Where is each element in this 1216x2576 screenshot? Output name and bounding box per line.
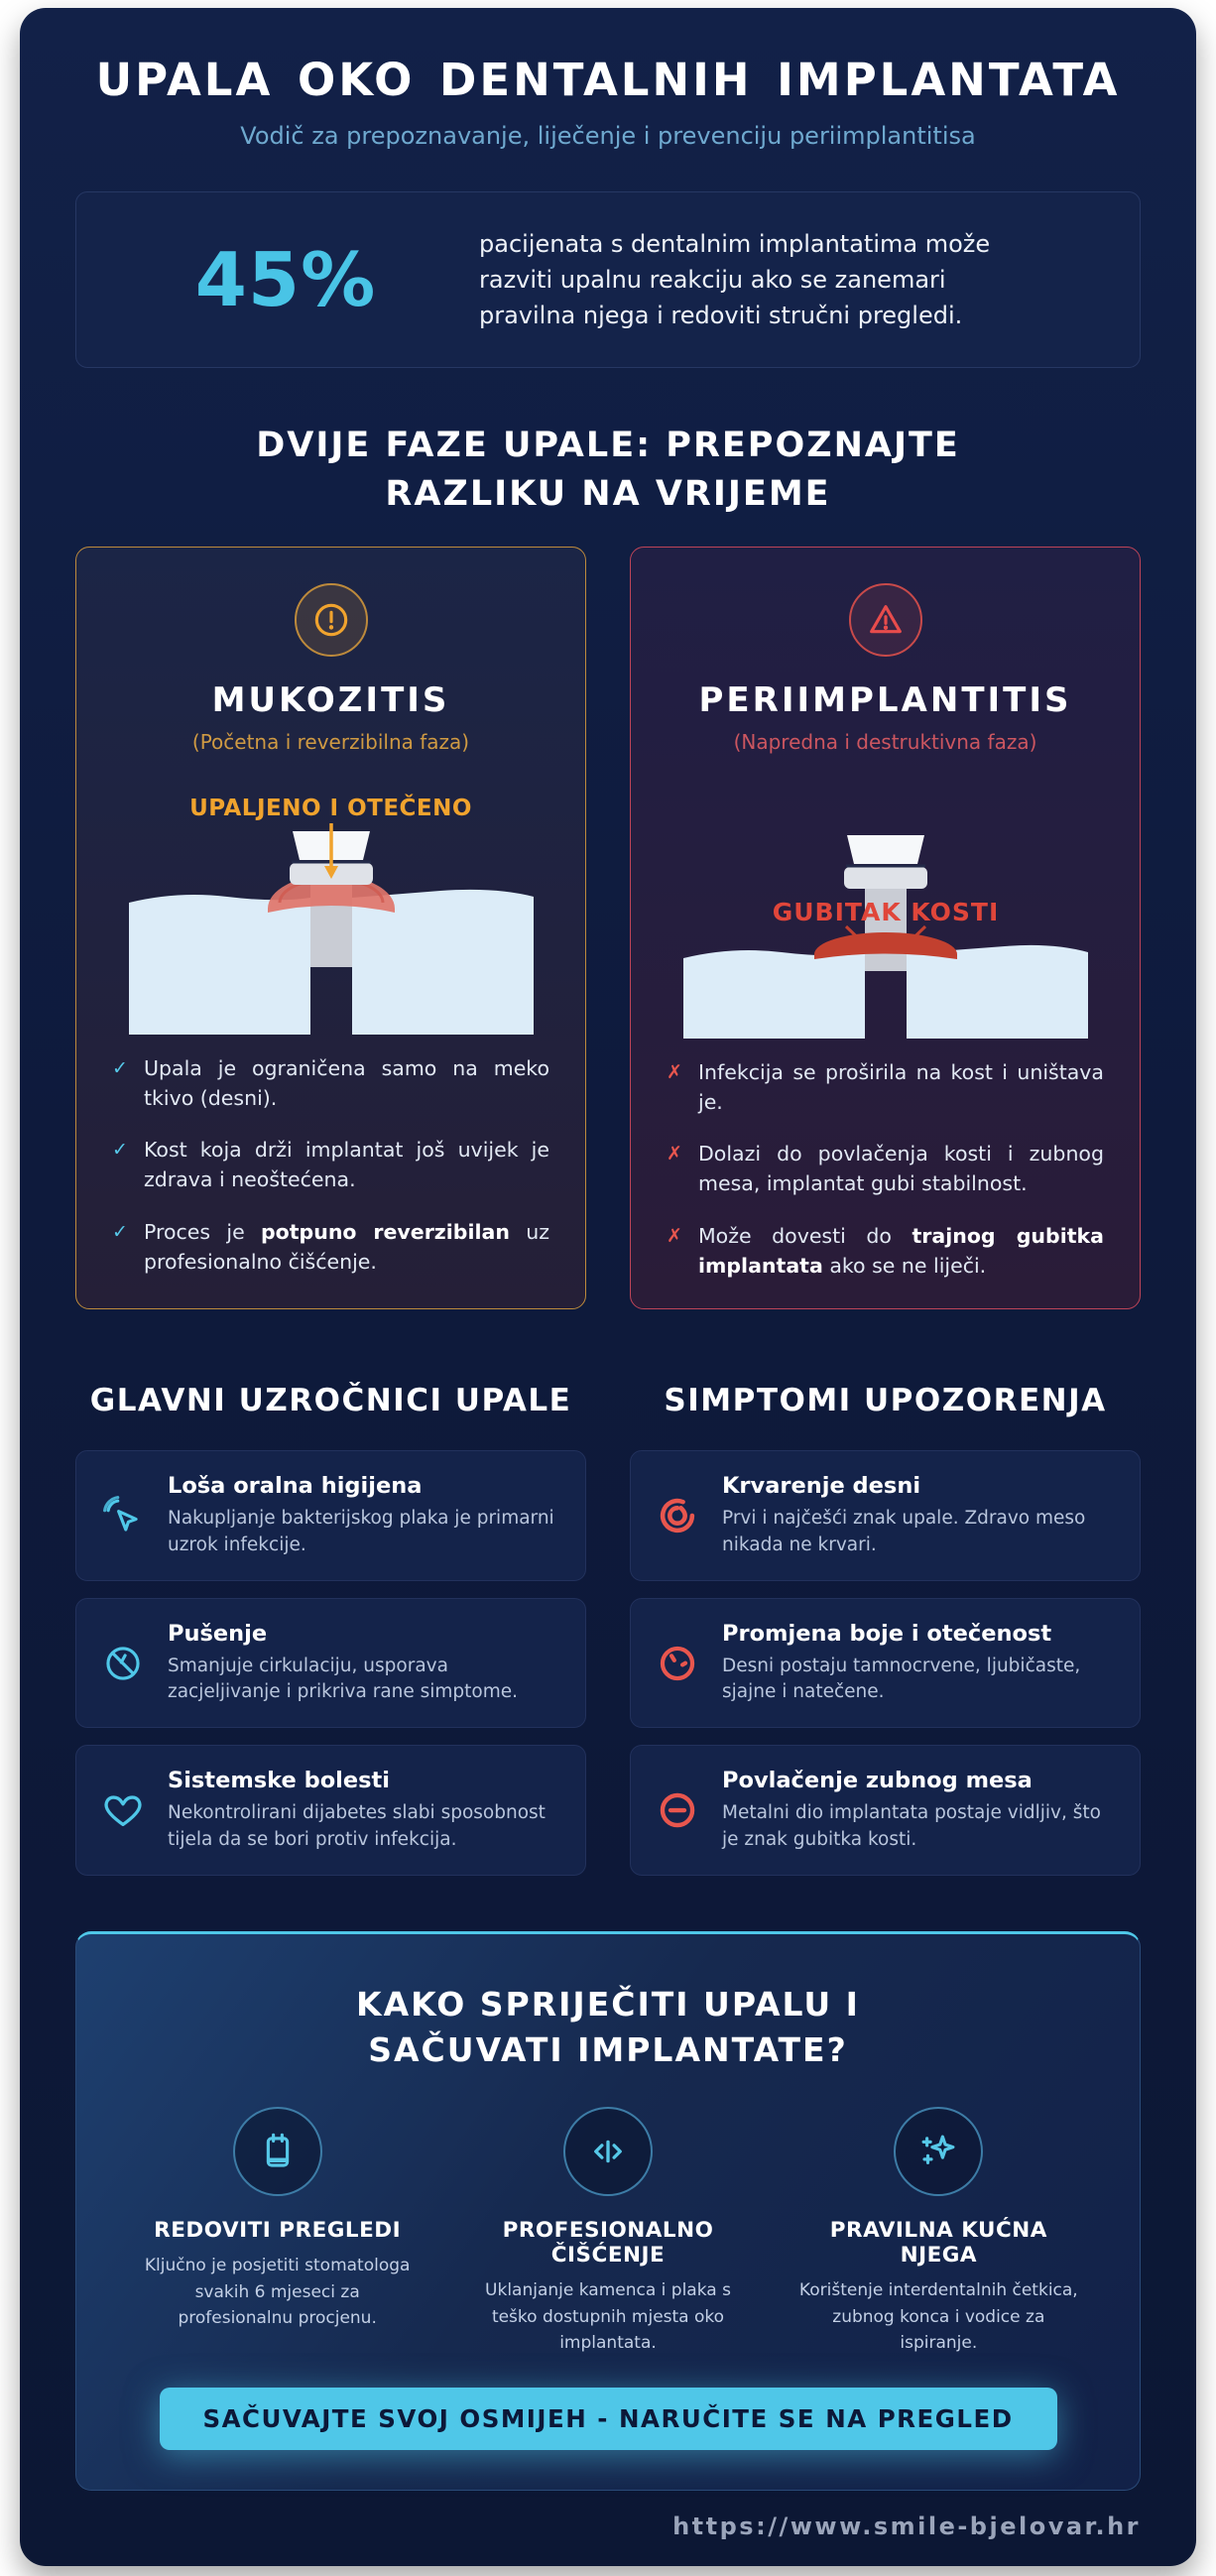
phase-list-item <box>112 1218 549 1277</box>
x-icon: ✗ <box>667 1224 682 1247</box>
periimplantitis-implant-illustration <box>677 827 1094 1041</box>
x-icon: ✗ <box>667 1061 682 1083</box>
page-subtitle: Vodič za prepoznavanje, liječenje i prevenciju periimplantitisa <box>240 122 976 150</box>
x-icon: ✗ <box>667 1143 682 1165</box>
website-url[interactable]: https://www.smile-bjelovar.hr <box>672 2513 1141 2541</box>
card-title: Loša oralna higijena <box>168 1473 423 1500</box>
symptoms-heading: SIMPTOMI UPOZORENJA <box>664 1383 1107 1419</box>
causes-cards <box>75 1450 586 1876</box>
page-title: UPALA OKO DENTALNIH IMPLANTATA <box>95 54 1121 106</box>
periimplantitis-card <box>630 547 1141 1309</box>
prevention-column <box>132 2107 423 2356</box>
info-card <box>75 1450 586 1581</box>
infographic <box>20 8 1196 2566</box>
minus-circle-icon <box>657 1789 700 1831</box>
phase-name: PERIIMPLANTITIS <box>698 680 1072 720</box>
stat-box <box>75 191 1141 368</box>
check-icon: ✓ <box>112 1139 128 1162</box>
blood-drop-icon <box>657 1495 700 1536</box>
phase-list-item <box>667 1140 1104 1198</box>
prevention-column <box>462 2107 753 2356</box>
prevention-heading: KAKO SPRIJEČITI UPALU I SAČUVATI IMPLANTATE? <box>356 1984 860 2070</box>
phase-list-item <box>112 1054 549 1113</box>
phase-item-text: Može dovesti do trajnog gubitka implantata ako se ne liječi. <box>698 1223 1104 1278</box>
phase-name: MUKOZITIS <box>211 680 450 720</box>
prevention-title: PROFESIONALNO ČIŠĆENJE <box>502 2218 714 2269</box>
card-text: Smanjuje cirkulaciju, usporava zacjeljivanje i prikriva rane simptome. <box>168 1655 519 1703</box>
check-icon: ✓ <box>112 1220 128 1243</box>
phase-item-text: Upala je ograničena samo na meko tkivo (desni). <box>144 1056 549 1110</box>
card-text: Desni postaju tamnocrvene, ljubičaste, sjajne i natečene. <box>722 1655 1081 1703</box>
prevention-title: PRAVILNA KUĆNA NJEGA <box>829 2218 1047 2269</box>
prevention-text: Ključno je posjetiti stomatologa svakih 6 mjeseci za profesionalnu procjenu. <box>144 2256 411 2328</box>
phases-heading: DVIJE FAZE UPALE: PREPOZNAJTE RAZLIKU NA VRIJEME <box>256 426 960 514</box>
card-title: Promjena boje i otečenost <box>722 1620 1052 1647</box>
card-text: Prvi i najčešći znak upale. Zdravo meso nikada ne krvari. <box>722 1508 1086 1555</box>
prevention-panel <box>75 1931 1141 2491</box>
stat-text: pacijenata s dentalnim implantatima može razviti upalnu reakciju ako se zanemari pravilna njega i redoviti stručni pregledi. <box>479 230 991 329</box>
card-title: Sistemske bolesti <box>168 1768 391 1794</box>
card-text: Nakupljanje bakterijskog plaka je primarni uzrok infekcije. <box>168 1508 554 1555</box>
bone <box>352 890 534 1035</box>
calendar-icon <box>233 2107 322 2196</box>
bone <box>129 895 310 1035</box>
mukozitis-implant-illustration <box>123 823 540 1037</box>
phase-subtitle: (Napredna i destruktivna faza) <box>733 730 1037 754</box>
phase-list-item <box>112 1136 549 1194</box>
mukozitis-card <box>75 547 586 1309</box>
sparkles-icon <box>894 2107 983 2196</box>
phase-item-text: Dolazi do povlačenja kosti i zubnog mesa, implantat gubi stabilnost. <box>698 1142 1104 1196</box>
mukozitis-list <box>112 1054 549 1277</box>
bone <box>683 950 865 1039</box>
info-card <box>75 1598 586 1729</box>
diagram-label: UPALJENO I OTEČENO <box>189 796 472 821</box>
info-card <box>630 1745 1141 1876</box>
phase-cards <box>75 547 1141 1309</box>
phase-list-item <box>667 1222 1104 1281</box>
card-title: Krvarenje desni <box>722 1473 921 1500</box>
periimplantitis-list <box>667 1058 1104 1281</box>
card-text: Metalni dio implantata postaje vidljiv, što je znak gubitka kosti. <box>722 1802 1101 1850</box>
prevention-columns <box>132 2107 1084 2356</box>
implant-abutment <box>844 867 927 889</box>
phase-subtitle: (Početna i reverzibilna faza) <box>191 730 470 754</box>
info-card <box>630 1598 1141 1729</box>
causes-section <box>75 1383 586 1876</box>
causes-heading: GLAVNI UZROČNICI UPALE <box>89 1383 572 1419</box>
symptoms-cards <box>630 1450 1141 1876</box>
phase-item-text: Infekcija se proširila na kost i uništava je. <box>698 1060 1104 1114</box>
check-icon: ✓ <box>112 1057 128 1079</box>
card-title: Pušenje <box>168 1620 268 1647</box>
prevention-title: REDOVITI PREGLEDI <box>154 2218 402 2244</box>
scaler-tool-icon <box>563 2107 653 2196</box>
info-card <box>75 1745 586 1876</box>
info-card <box>630 1450 1141 1581</box>
prevention-column <box>793 2107 1084 2356</box>
card-text: Nekontrolirani dijabetes slabi sposobnost tijela da se bori protiv infekcija. <box>168 1802 546 1850</box>
alert-circle-icon <box>295 583 368 657</box>
clock-icon <box>657 1643 700 1684</box>
diagram-label: GUBITAK KOSTI <box>772 898 999 926</box>
bone <box>907 945 1088 1039</box>
card-title: Povlačenje zubnog mesa <box>722 1768 1033 1794</box>
symptoms-section <box>630 1383 1141 1876</box>
alert-triangle-icon <box>849 583 922 657</box>
heart-icon <box>102 1789 146 1831</box>
implant-crown <box>847 835 924 864</box>
stat-value: 45% <box>194 236 377 323</box>
cta-button[interactable]: SAČUVAJTE SVOJ OSMIJEH - NARUČITE SE NA PREGLED <box>160 2388 1057 2450</box>
no-smoking-icon <box>102 1643 146 1684</box>
prevention-text: Korištenje interdentalnih četkica, zubnog konca i vodice za ispiranje. <box>798 2280 1078 2353</box>
phase-item-text: Proces je potpuno reverzibilan uz profesionalno čišćenje. <box>144 1219 549 1274</box>
phase-item-text: Kost koja drži implantat još uvijek je zdrava i neoštećena. <box>144 1138 549 1192</box>
phase-list-item <box>667 1058 1104 1117</box>
cursor-click-icon <box>102 1495 146 1536</box>
prevention-text: Uklanjanje kamenca i plaka s teško dostupnih mjesta oko implantata. <box>485 2280 731 2353</box>
